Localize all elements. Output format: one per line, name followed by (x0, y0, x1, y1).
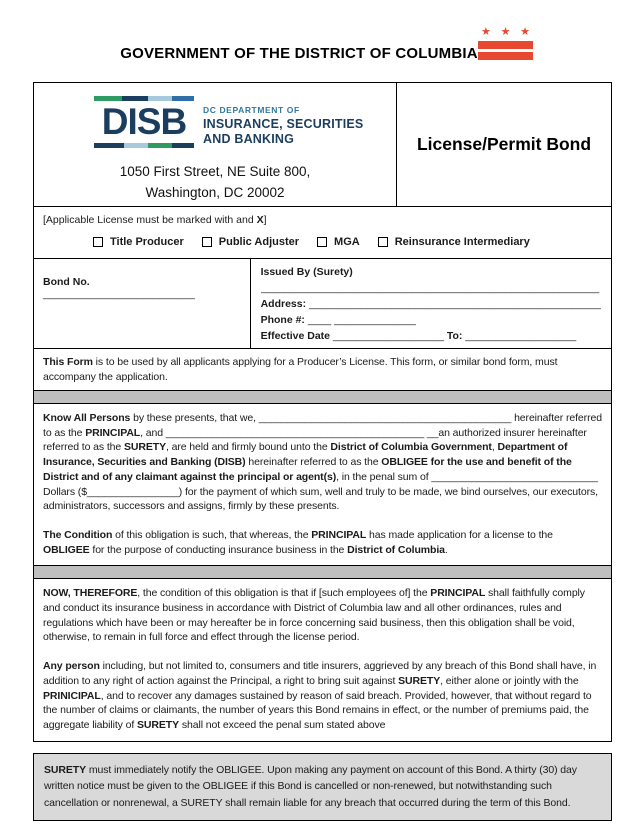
condition-paragraph: The Condition of this obligation is such, that whereas, the PRINCIPAL has made application for a license to the OBLIGEE for the purpose of conducting insurance business in the District of Columbia. (43, 528, 553, 556)
issued-by-cell (251, 259, 611, 348)
license-type-row (34, 206, 611, 258)
logo-title-row (34, 83, 611, 206)
know-all-row (34, 403, 611, 565)
now-therefore-paragraph: NOW, THEREFORE, the condition of this obligation is that if [such employees of] the PRINCIPAL shall faithfully comply and conduct its insurance business in accordance with District of Columbia law and all other ordinances, rules and regulations which have been or may hereafter be in force concerning said business, then this obligation shall be void, otherwise, to remain in full force and effect through the license period. (43, 587, 585, 644)
to-label: To: (446, 330, 463, 342)
disb-acronym: DISB (101, 101, 187, 142)
bond-title: License/Permit Bond (416, 134, 592, 154)
license-instruction: [Applicable License must be marked with and X] (43, 214, 267, 226)
checkbox-label: MGA (334, 236, 360, 248)
know-all-paragraph: Know All Persons by these presents, that we, ____________________________________________ hereinafter referred to as the PRINCIPAL, and _____________________________________________ __an authorized insurer hereinafter referred to as the SURETY, are held and firmly bound unto the District of Columbia Government, Department of Insurance, Securities and Banking (DISB) hereinafter referred to as the OBLIGEE for the use and benefit of the District and of any claimant against the principal or agent(s), in the penal sum of _____________________________ Dollars ($________________) for the payment of which sum, well and truly to be made, we bind ourselves, our executors, administrators, successors and assigns, firmly by these presents. (43, 412, 602, 513)
surety-notice-paragraph: SURETY must immediately notify the OBLIGEE. Upon making any payment on account of this Bond. A thirty (30) day written notice must be given to the OBLIGEE if this Bond is cancelled or non-renewed, but notwithstanding such cancellation or nonrenewal, a SURETY shall remain liable for any breach that occurred during the term of this Bond. (44, 763, 577, 810)
issued-by-label: Issued By (Surety) (260, 266, 353, 278)
checkbox-reinsurance-intermediary[interactable] (378, 236, 530, 248)
section-divider (34, 565, 611, 578)
checkbox-mga[interactable] (317, 236, 360, 248)
issued-by-field[interactable]: __________________________________________________________ (260, 282, 600, 294)
address-field[interactable]: __________________________________________________ (309, 298, 601, 310)
bond-info-row (34, 258, 611, 348)
page-header (0, 0, 642, 82)
license-checkbox-row (93, 236, 602, 248)
disb-logo (94, 96, 396, 148)
checkbox-label: Reinsurance Intermediary (394, 236, 530, 248)
agency-logo-cell (34, 83, 397, 206)
checkbox-label: Public Adjuster (218, 236, 300, 248)
now-therefore-row (34, 578, 611, 740)
star-icon: ★ (481, 26, 491, 38)
logo-bar-bottom (94, 143, 194, 148)
bond-no-cell (34, 259, 251, 348)
address-line-1: 1050 First Street, NE Suite 800, (119, 164, 311, 179)
checkbox-icon[interactable] (202, 237, 212, 247)
star-icon: ★ (520, 26, 530, 38)
checkbox-icon[interactable] (378, 237, 388, 247)
checkbox-title-producer[interactable] (93, 236, 184, 248)
this-form-row (34, 348, 611, 390)
this-form-paragraph: This Form is to be used by all applicants applying for a Producer’s License. This form, or similar bond form, must accompany the application. (43, 356, 558, 383)
dept-line-1: DC DEPARTMENT OF (203, 105, 300, 115)
dc-flag-bar (478, 52, 533, 60)
address-line-2: Washington, DC 20002 (145, 185, 285, 200)
dc-flag-bar (478, 41, 533, 49)
checkbox-public-adjuster[interactable] (202, 236, 299, 248)
dc-flag-stars (478, 27, 533, 38)
phone-area-field[interactable]: ____ (307, 314, 332, 326)
agency-address (34, 161, 396, 203)
dept-line-3: AND BANKING (203, 131, 295, 146)
dept-line-2: INSURANCE, SECURITIES (203, 117, 364, 131)
page-title: GOVERNMENT OF THE DISTRICT OF COLUMBIA (120, 45, 478, 62)
checkbox-icon[interactable] (93, 237, 103, 247)
surety-notice-box (33, 753, 612, 821)
phone-label: Phone #: (260, 314, 305, 326)
checkbox-label: Title Producer (110, 236, 184, 248)
department-name (203, 96, 363, 146)
star-icon: ★ (500, 26, 511, 38)
any-person-paragraph: Any person including, but not limited to, consumers and title insurers, aggrieved by any breach of this Bond shall have, in addition to any right of action against the Principal, a right to bring suit against SURETY, either alone or jointly with the PRINICIPAL, and to recover any damages sustained by reason of said breach. Provided, however, that without regard to the number of claims or claimants, the number of years this Bond remains in effect, or the number of premiums paid, the aggregate liability of SURETY shall not exceed the penal sum stated above (43, 660, 597, 731)
dc-flag-icon (478, 27, 533, 60)
bond-title-cell (397, 83, 611, 206)
section-divider (34, 390, 611, 403)
bond-no-label: Bond No. (43, 276, 90, 288)
disb-acronym-block (94, 96, 194, 148)
bond-no-field[interactable]: __________________________ (43, 288, 195, 300)
address-label: Address: (260, 298, 307, 310)
effective-date-field[interactable]: ___________________ (332, 330, 444, 342)
checkbox-icon[interactable] (317, 237, 327, 247)
phone-number-field[interactable]: ______________ (334, 314, 416, 326)
form-table (33, 82, 612, 742)
effective-date-label: Effective Date (260, 330, 331, 342)
to-date-field[interactable]: ___________________ (465, 330, 577, 342)
